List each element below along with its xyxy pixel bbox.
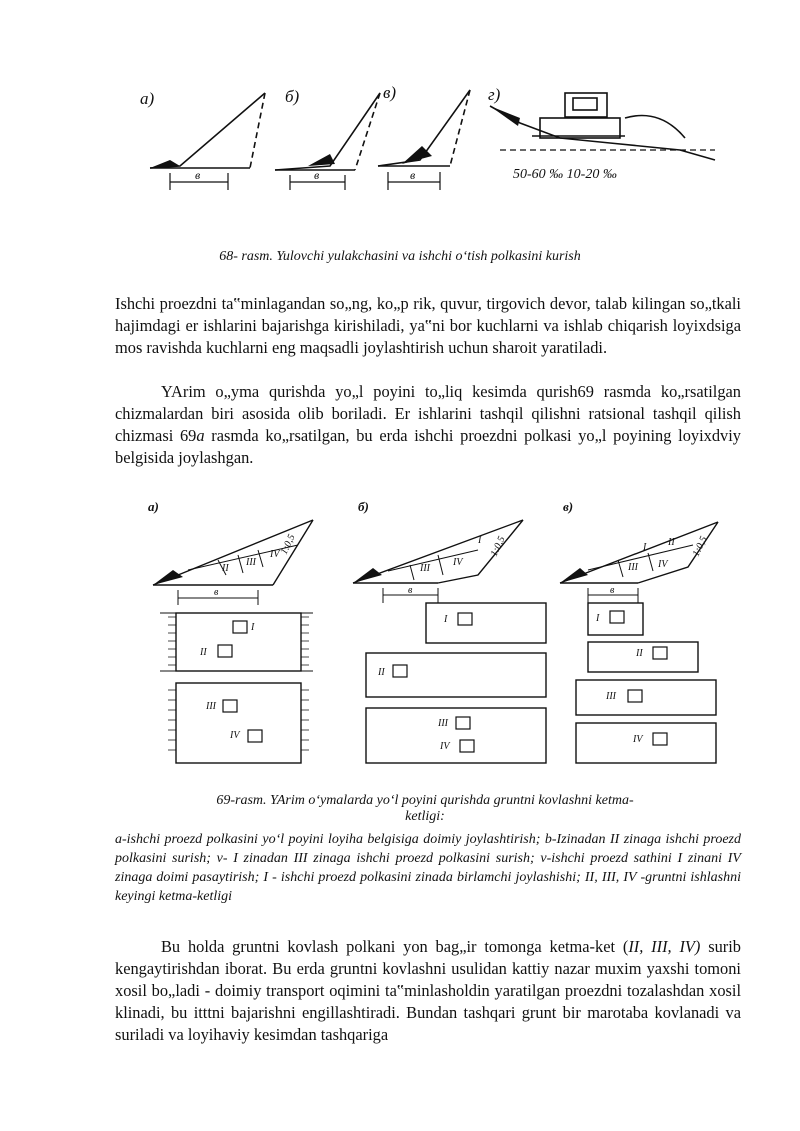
fig69-b-plan-label-1: I	[444, 614, 448, 625]
fig69-b-cs-label-3: III	[420, 563, 430, 574]
fig69-a-plan-label-2: II	[200, 647, 207, 658]
fig69-v-plan-label-3: III	[606, 691, 616, 702]
fig69-a-plan-label-1: I	[251, 622, 255, 633]
figure-69-legend: a-ishchi proezd polkasini yo‘l poyini loyiha belgisiga doimiy joylashtirish; b-Izinadan II zinaga ishchi proezd polkasini surish; v- I zinadan III zinaga ishchi proezd polkasini surish; v-ishchi proezd sathini I zinani IV zinaga doimi pasaytirish; I - ishchi proezd polkasini zinada birlamchi joylashishi; II, III, IV -gruntni ishlashni keyingi ketma-ketligi	[115, 832, 741, 904]
fig69-v-cs-label-3: III	[628, 562, 638, 573]
paragraph-2-text-b: rasmda ko„rsatilgan, bu erda ishchi proezdni polkasi yo„l poyining loyixdviy belgisida joylashgan.	[115, 426, 741, 467]
fig69-v-cs-label-4: IV	[658, 559, 668, 570]
fig69-slope-b: 1:0,5	[488, 534, 508, 559]
paragraph-3-text-b: surib kengaytirishdan iborat. Bu erda gruntni kovlashni usulidan kattiy nazar muxim yaxshi tomoni xosil bo„ladi - doimiy transport oqimini ta‟minlasholdin yaratilgan proezdni tozalashdan xosil klinadi, bu itttni bajarishni engillashtiradi. Bundan tashqari grunt bir marotaba kovlanadi va suriladi va loyihaviy kesimdan tashqariga	[115, 937, 741, 1044]
figure-69-drawing	[148, 495, 728, 770]
paragraph-3-italic: II, III, IV)	[628, 937, 701, 956]
fig69-slope-a: 1:0,5	[278, 532, 298, 557]
fig69-v-plan-label-2: II	[636, 648, 643, 659]
fig69-v-plan-label-4: IV	[633, 734, 643, 745]
paragraph-3	[115, 936, 741, 1046]
paragraph-1: Ishchi proezdni ta‟minlagandan so„ng, ko„p rik, quvur, tirgovich devor, talab kilingan so„tkali hajimdagi er ishlarini bajarishga kirishiladi, ya‟ni bor kuchlarni va ishlab chiqarish loyixdsiga mos ravishda kuchlarni eng maqsadli joylashtirish uchun sharoit yaratiladi.	[115, 294, 741, 357]
fig69-a-cs-label-3: III	[246, 557, 256, 568]
fig69-dim-a: в	[214, 587, 219, 598]
fig69-v-cs-label-1: I	[643, 542, 647, 553]
fig69-b-cs-label-1: I	[478, 535, 482, 546]
fig69-dim-b: в	[408, 585, 413, 596]
fig69-b-cs-label-4: IV	[453, 557, 463, 568]
fig69-b-plan-label-4: IV	[440, 741, 450, 752]
paragraph-3-text-a: Bu holda gruntni kovlash polkani yon bag„ir tomonga ketma-ket (	[161, 937, 629, 956]
fig68-panel-b-label: б)	[285, 87, 300, 106]
fig68-panel-v-label: в)	[383, 83, 397, 102]
figure-69-caption-line2: ketligi:	[405, 809, 445, 824]
figure-69-caption	[150, 793, 700, 825]
fig69-a-cs-label-4: IV	[270, 549, 280, 560]
fig68-dim-b: в	[314, 168, 320, 182]
figure-68-drawing	[140, 78, 720, 190]
paragraph-2-text-a: YArim o„yma qurishda yo„l poyini to„liq kesimda qurish69 rasmda ko„rsatilgan chizmalardan biri asosida olib boriladi. Er ishlarini tashqil qilishni ratsional tashqil qilish chizmasi 69	[115, 382, 741, 445]
fig69-v-cs-label-2: II	[668, 537, 675, 548]
fig69-panel-a-label: а)	[148, 499, 159, 514]
figure-69-caption-line1: 69-rasm. YArim o‘ymalarda yo‘l poyini qurishda gruntni kovlashni ketma-	[216, 793, 634, 808]
figure-68-caption: 68- rasm. Yulovchi yulakchasini va ishchi o‘tish polkasini kurish	[219, 249, 581, 264]
fig68-slope-text: 50-60 ‰ 10-20 ‰	[513, 167, 617, 182]
fig69-dim-v: в	[610, 585, 615, 596]
paragraph-2	[115, 381, 741, 469]
fig68-dim-a: в	[195, 168, 201, 182]
fig69-slope-v: 1:0,5	[690, 534, 710, 559]
paragraph-2-italic: a	[196, 426, 205, 445]
fig69-v-plan-label-1: I	[596, 613, 600, 624]
fig69-a-plan-label-3: III	[206, 701, 216, 712]
fig69-b-plan-label-3: III	[438, 718, 448, 729]
fig69-panel-v-label: в)	[563, 499, 574, 514]
fig69-b-plan-label-2: II	[378, 667, 385, 678]
fig69-a-cs-label-2: II	[222, 563, 229, 574]
fig68-panel-g-label: г)	[488, 85, 501, 104]
fig68-dim-v: в	[410, 168, 416, 182]
fig69-panel-b-label: б)	[358, 499, 369, 514]
fig69-a-plan-label-4: IV	[230, 730, 240, 741]
fig68-panel-a-label: а)	[140, 89, 155, 108]
